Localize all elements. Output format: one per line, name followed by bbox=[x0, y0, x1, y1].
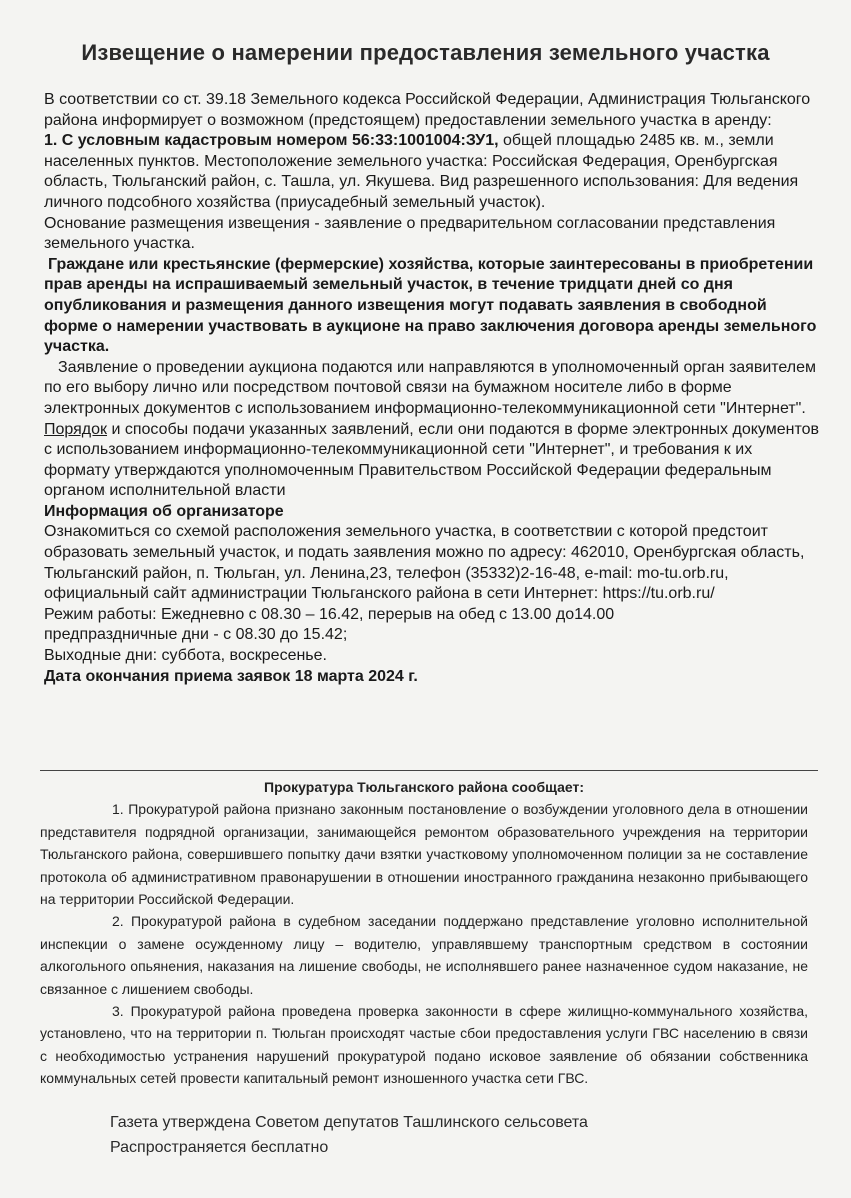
notice-body bbox=[44, 90, 819, 687]
notice-citizens: Граждане или крестьянские (фермерские) хозяйства, которые заинтересованы в приобретении прав аренды на испрашиваемый земельный участок, в течение тридцати дней со дня опубликования и размещения данного извещения могут подавать заявления в свободной форме о намерении участвовать в аукционе на право заключения договора аренды земельного участка. bbox=[44, 255, 817, 356]
pre-holiday-hours: предпраздничные дни - с 08.30 до 15.42; bbox=[44, 626, 348, 644]
notice-application bbox=[44, 358, 819, 502]
notice-intro: В соответствии со ст. 39.18 Земельного кодекса Российской Федерации, Администрация Тюльганского района информирует о возможном (предстоящем) предоставлении земельного участка в аренду: bbox=[44, 91, 811, 129]
organizer-text: Ознакомиться со схемой расположения земельного участка, в соответствии с которой предстоит образовать земельный участок, и подать заявления можно по адресу: 462010, Оренбургская область, Тюльганский район, п. Тюльган, ул. Ленина,23, телефон (35332)2-16-48, e-mail: mo-tu.orb.ru, официальный сайт администрации Тюльганского района в сети Интернет: https://tu.orb.ru/ bbox=[44, 523, 805, 603]
prosecutor-section bbox=[40, 776, 808, 1090]
prosecutor-paragraph-3: 3. Прокуратурой района проведена проверка законности в сфере жилищно-коммунального хозяйства, установлено, что на территории п. Тюльган происходят частые сбои предоставления услуги ГВС населению в связи с необходимостью устранения нарушений прокуратурой подано исковое заявление об обязании собственника коммунальных сетей провести капитальный ремонт изношенного участка сети ГВС. bbox=[40, 1003, 808, 1087]
organizer-heading: Информация об организаторе bbox=[44, 502, 284, 520]
distribution-note: Распространяется бесплатно bbox=[110, 1139, 329, 1156]
deadline: Дата окончания приема заявок 18 марта 2024 г. bbox=[44, 667, 418, 685]
working-hours: Режим работы: Ежедневно с 08.30 – 16.42, перерыв на обед с 13.00 до14.00 bbox=[44, 605, 615, 623]
approved-by: Газета утверждена Советом депутатов Ташлинского сельсовета bbox=[110, 1114, 588, 1131]
item-1-details: общей площадью 2485 кв. м., земли населенных пунктов. Местоположение земельного участка: Российская Федерация, Оренбургская область, Тюльганский район, с. Ташла, ул. Якушева. Вид разрешенного использования: Для ведения личного подсобного хозяйства (приусадебный земельный участок). bbox=[44, 132, 799, 211]
application-end: и способы подачи указанных заявлений, если они подаются в форме электронных документов с использованием информационно-телекоммуникационной сети "Интернет", и требования к их формату утверждаются уполномоченным Правительством Российской Федерации федеральным органом исполнительной власти bbox=[44, 420, 820, 500]
prosecutor-paragraph-1: 1. Прокуратурой района признано законным постановление о возбуждении уголовного дела в отношении представителя подрядной организации, занимающейся ремонтом образовательного учреждения на территории Тюльганского района, совершившего попытку дачи взятки участковому уполномоченном полиции за не составление протокола об административном правонарушении в отношении иностранного гражданина незаконно прибывающего на территории Российской Федерации. bbox=[40, 801, 808, 908]
prosecutor-paragraph-2: 2. Прокуратурой района в судебном заседании поддержано представление уголовно исполнительной инспекции о замене осужденному лицу – водителю, управлявшему транспортным средством в состоянии алкогольного опьянения, наказания на лишение свободы, не исполнявшего ранее назначенное судом наказание, не связанное с лишением свободы. bbox=[40, 913, 808, 997]
section-divider bbox=[40, 770, 818, 771]
notice-title: Извещение о намерении предоставления земельного участка bbox=[81, 40, 770, 65]
application-start: Заявление о проведении аукциона подаются или направляются в уполномоченный орган заявителем по его выбору лично или посредством почтовой связи на бумажном носителе либо в форме электронных документов с использованием информационно-телекоммуникационной сети "Интернет". bbox=[44, 358, 817, 417]
notice-basis: Основание размещения извещения - заявление о предварительном согласовании представления земельного участка. bbox=[44, 214, 776, 253]
newspaper-footer bbox=[110, 1110, 588, 1160]
prosecutor-heading: Прокуратура Тюльганского района сообщает: bbox=[264, 779, 584, 795]
days-off: Выходные дни: суббота, воскресенье. bbox=[44, 647, 327, 665]
procedure-link[interactable]: Порядок bbox=[44, 420, 108, 438]
cadastral-number: 1. С условным кадастровым номером 56:33:1001004:ЗУ1, bbox=[44, 132, 499, 150]
notice-item-1 bbox=[44, 131, 819, 213]
